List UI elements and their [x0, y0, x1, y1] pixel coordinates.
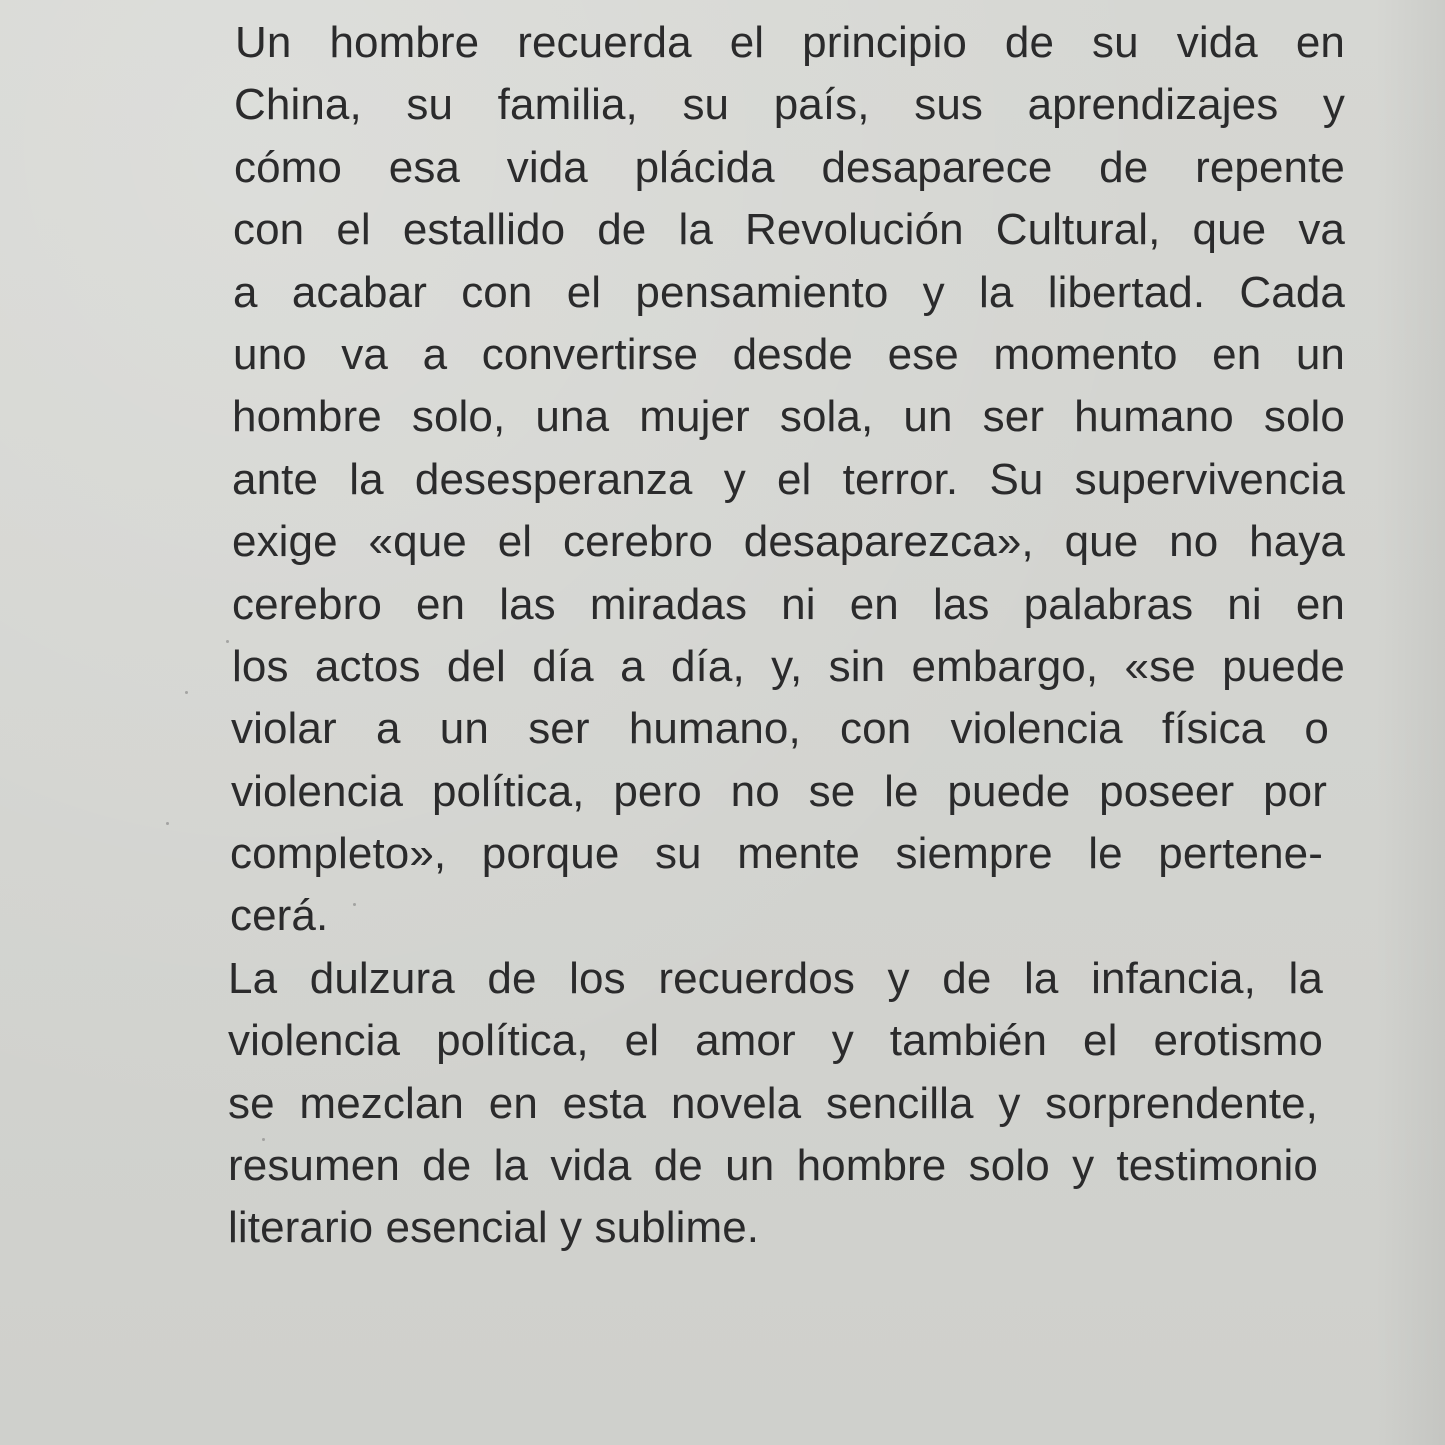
text-line: violencia política, el amor y también el erotismo	[228, 1016, 1323, 1066]
text-line: China, su familia, su país, sus aprendizajes y	[234, 80, 1345, 130]
text-line: los actos del día a día, y, sin embargo, «se puede	[232, 641, 1345, 691]
blurb-paragraph-1	[230, 12, 1345, 948]
paper-speck	[262, 1138, 265, 1141]
text-line: uno va a convertirse desde ese momento en un	[233, 329, 1345, 379]
page-edge-shadow	[1375, 0, 1445, 1445]
text-line: completo», porque su mente siempre le pertene-	[230, 829, 1323, 879]
paper-speck	[353, 903, 356, 906]
text-line: hombre solo, una mujer sola, un ser humano solo	[232, 392, 1345, 442]
text-line: cerá.	[230, 891, 329, 941]
paper-speck	[226, 640, 229, 643]
blurb-paragraph-2	[228, 948, 1345, 1260]
text-line: cómo esa vida plácida desaparece de repente	[234, 142, 1345, 192]
text-line: literario esencial y sublime.	[228, 1203, 760, 1253]
text-line: a acabar con el pensamiento y la libertad. Cada	[233, 267, 1345, 317]
text-line: con el estallido de la Revolución Cultural, que va	[233, 205, 1345, 255]
text-line: se mezclan en esta novela sencilla y sorprendente,	[228, 1078, 1318, 1128]
text-line: La dulzura de los recuerdos y de la infancia, la	[228, 953, 1323, 1003]
text-line: exige «que el cerebro desaparezca», que no haya	[232, 517, 1345, 567]
text-line: Un hombre recuerda el principio de su vida en	[235, 18, 1345, 67]
text-line: cerebro en las miradas ni en las palabras ni en	[232, 579, 1345, 629]
text-line: violar a un ser humano, con violencia física o	[231, 704, 1329, 754]
paper-speck	[185, 691, 188, 694]
text-line: ante la desesperanza y el terror. Su supervivencia	[232, 454, 1345, 504]
text-line: resumen de la vida de un hombre solo y testimonio	[228, 1141, 1318, 1191]
paper-speck	[166, 822, 169, 825]
text-line: violencia política, pero no se le puede poseer por	[231, 766, 1327, 816]
back-cover-blurb	[228, 12, 1345, 1260]
